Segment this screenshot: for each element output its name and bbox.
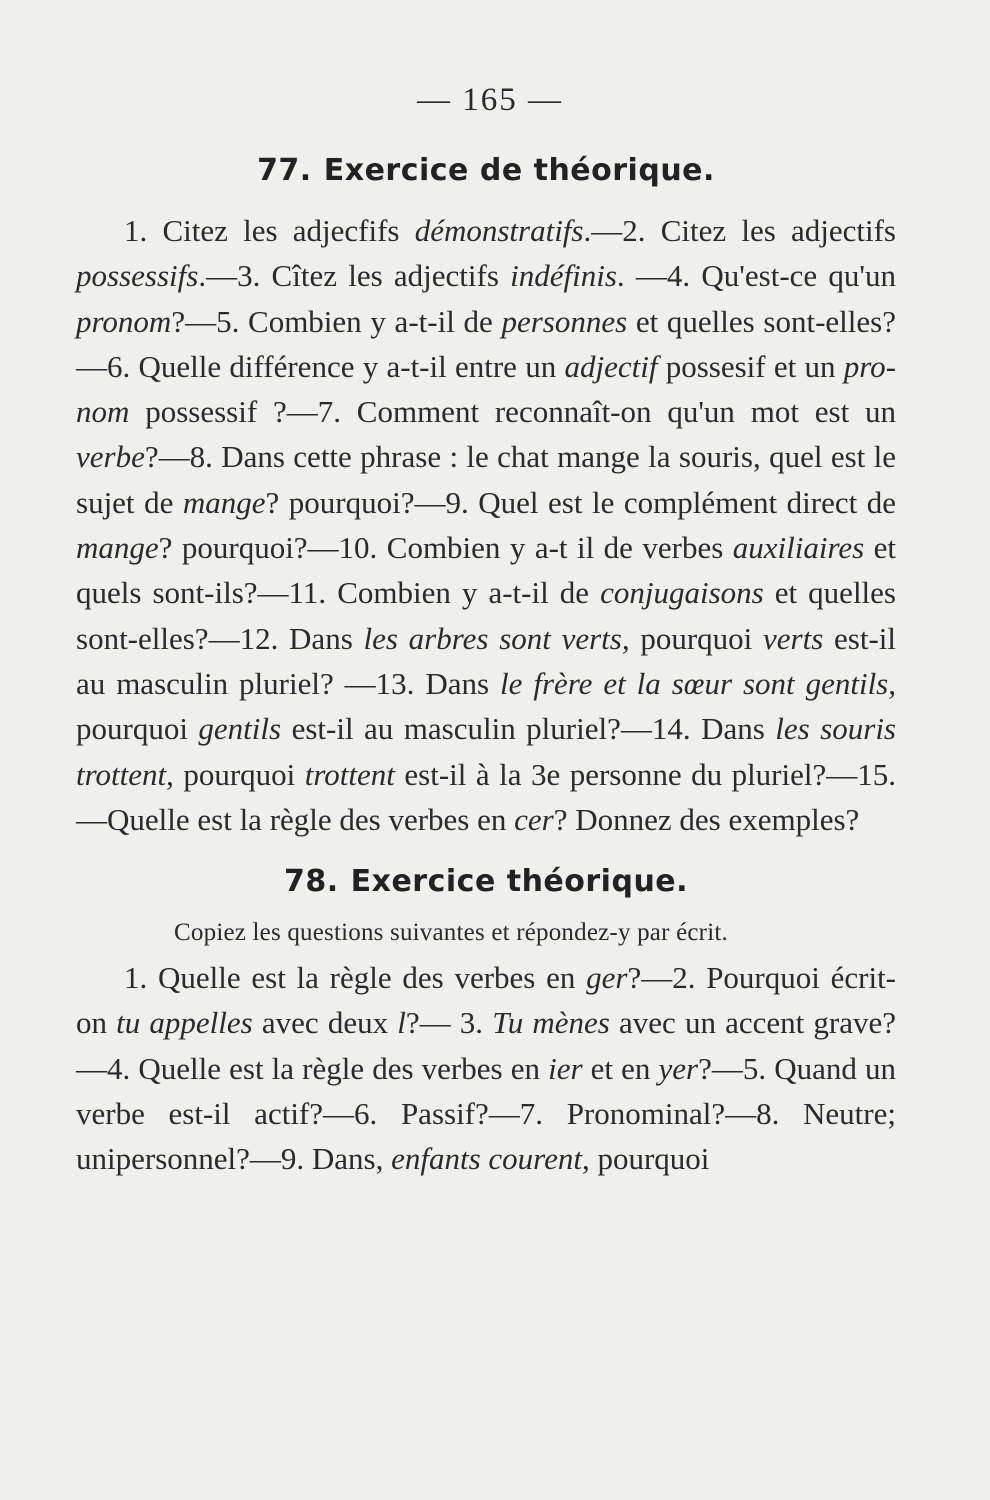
text-run: est-il au masculin pluriel? —13. Dans [76,620,896,701]
section-77-number: 77. [257,153,312,188]
text-run: pourquoi [76,711,199,747]
text-run: pourquoi [629,620,764,656]
italic-term: pronom [76,348,897,430]
italic-term: possessifs [76,258,199,294]
italic-term: démonstratifs [414,213,584,248]
italic-term: Tu mènes [492,1005,610,1041]
text-run: ? pourquoi?—9. Quel est le complément direct de [265,484,897,520]
text-run: et quelles sont-elles?—6. Quelle différence y a-t-il entre un [76,303,896,384]
text-run: ?—5. Combien y a-t-il de [171,303,502,339]
text-run: est-il à la 3e personne du pluriel?—15.—Quelle est la règle des verbes en [76,756,896,837]
text-run: . —4. Qu'est-ce qu'un [616,258,896,294]
text-run: avec un accent grave?—4. Quelle est la règle des verbes en [76,1005,897,1086]
italic-term: mange [182,484,266,520]
text-run: ?—8. Dans cette phrase : le chat mange la souris, quel est le sujet de [76,439,896,520]
section-78-number: 78. [283,864,339,900]
text-run: et quels sont-ils?—11. Combien y a-t-il de [76,530,897,611]
text-run: est-il au masculin pluriel?—14. Dans [281,711,776,747]
section-77-title [76,153,896,188]
text-run: et quelles sont-elles?—12. Dans [76,575,896,656]
text-run: ?—5. Quand un verbe est-il actif?—6. Passif?—7. Pronominal?—8. Neutre; unipersonnel?—9. Dans, [76,1050,897,1177]
page-number: — 165 — [417,82,563,118]
italic-term: personnes [501,303,628,339]
italic-term: verts [763,620,824,656]
section-78-questions [76,955,896,1181]
text-run: ?—2. Pourquoi écrit-on [76,960,897,1041]
section-78-heading: Exercice théorique. [350,864,689,900]
text-run: 1. Quelle est la règle des verbes en [124,960,587,996]
section-78-title [76,864,896,899]
italic-term: adjectif [564,348,658,384]
text-run: , pourquoi [581,1141,710,1177]
text-run: et en [582,1050,659,1086]
section-77-questions [76,208,896,842]
italic-term: conjugaisons [600,575,764,611]
italic-term: pronom [76,303,172,339]
italic-term: yer [658,1050,699,1086]
text-run: ?— 3. [405,1005,493,1041]
italic-term: indéfinis [510,258,617,294]
italic-term: enfants courent [391,1141,582,1177]
italic-term: auxiliaires [732,530,865,566]
text-run: .—2. Citez les adjectifs [583,213,896,248]
italic-term: l [397,1005,406,1041]
page-content [76,82,896,1204]
text-run: possessif ?—7. Comment reconnaît-on qu'un mot est un [129,394,896,430]
text-run: possesif et un [657,348,844,384]
text-run: 1. Citez les adjecfifs [124,213,415,248]
italic-term: gentils [198,711,282,747]
text-run: avec deux [252,1005,398,1041]
italic-term: les souris trottent [76,711,897,792]
italic-term: le frère et la sœur sont gentils, [500,665,896,701]
text-run: , pourquoi [166,756,305,792]
italic-term: tu appelles [116,1005,253,1041]
italic-term: cer [514,801,554,837]
italic-term: mange [76,530,159,566]
section-77-heading: Exercice de théorique. [323,153,715,188]
italic-term: verbe [76,439,145,475]
italic-term: ger [586,960,628,996]
italic-term: trottent [304,756,395,792]
text-run: ? Donnez des exemples? [553,801,860,837]
text-run: .—3. Cîtez les adjectifs [198,258,511,294]
text-run: ? pourquoi?—10. Combien y a-t il de verbes [158,530,733,566]
italic-term: ier [548,1050,583,1086]
italic-term: les arbres sont verts, [363,620,630,656]
section-78-instruction: Copiez les questions suivantes et répondez-y par écrit. [174,919,728,947]
